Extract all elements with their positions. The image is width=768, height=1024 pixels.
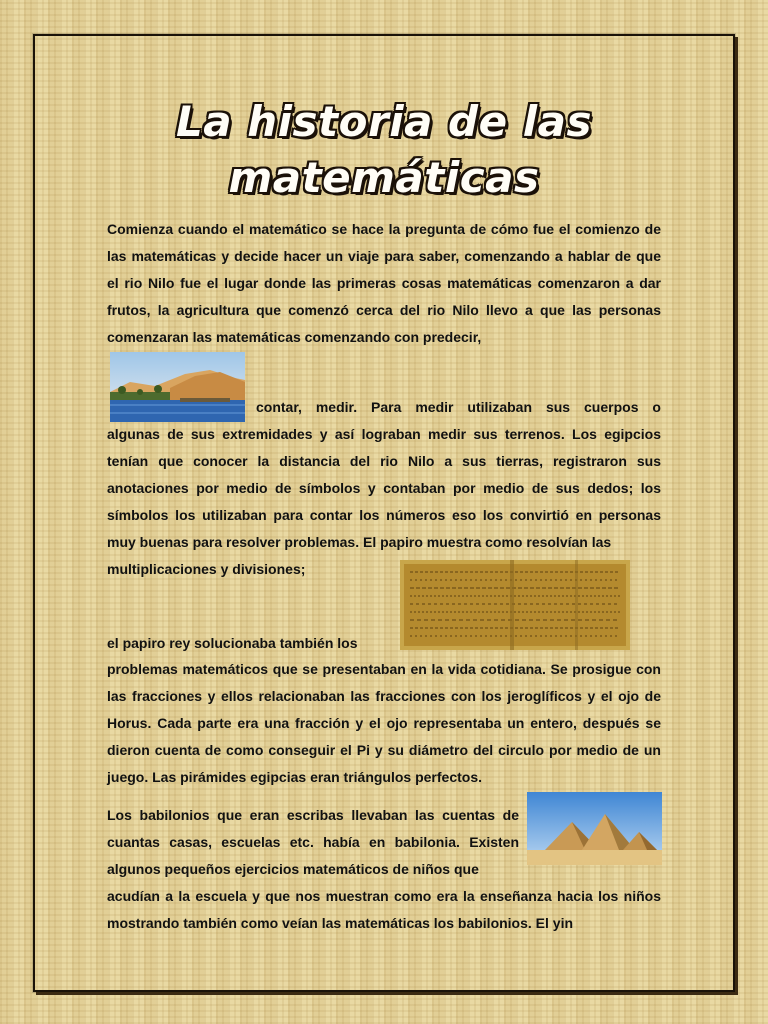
paragraph-measure-first-line: contar, medir. Para medir utilizaban sus cuerpos o xyxy=(256,399,661,415)
page-title-line-1: La historia de las xyxy=(176,97,592,146)
paragraph-babylon-continued: acudían a la escuela y que nos muestran como era la enseñanza hacia los niños mostrando también como veían las matemáticas los babilonios. El yin xyxy=(107,888,661,931)
paragraph-papyrus: problemas matemáticos que se presentaban en la vida cotidiana. Se prosigue con las fracciones y ellos relacionaban las fracciones con los jeroglíficos y el ojo de Horus. Cada parte era una fracción y el ojo representaba un entero, después se dieron cuenta de como conseguir el Pi y su diámetro del circulo por medio de un juego. Las pirámides egipcias eran triángulos perfectos. xyxy=(107,661,661,785)
paragraph-babylon: Los babilonios que eran escribas llevaban las cuentas de cuantas casas, escuelas etc. había en babilonia. Existen algunos pequeños ejercicios matemáticos de niños que xyxy=(107,807,519,877)
paragraph-papyrus-first-line: el papiro rey solucionaba también los xyxy=(107,635,358,651)
page-title-line-2: matemáticas xyxy=(228,153,540,202)
paragraph-measure: algunas de sus extremidades y así lograban medir sus terrenos. Los egipcios tenían que conocer la distancia del rio Nilo a sus tierras, registraron sus anotaciones por medio de símbolos y contaban por medio de sus dedos; los símbolos los utilizaban para contar los números eso los convirtió en personas muy buenas para resolver problemas. El papiro muestra como resolvían las xyxy=(107,426,661,550)
paragraph-intro: Comienza cuando el matemático se hace la pregunta de cómo fue el comienzo de las matemáticas y decide hacer un viaje para saber, comenzando a hablar de que el rio Nilo fue el lugar donde las primeras cosas matemáticas comenzaron a dar frutos, la agricultura que comenzó cerca del rio Nilo llevo a que las personas comenzaran las matemáticas comenzando con predecir, xyxy=(107,221,661,345)
paragraph-measure-last-line: multiplicaciones y divisiones; xyxy=(107,561,306,577)
nile-river-image xyxy=(110,352,245,422)
pyramids-image xyxy=(527,792,662,865)
papyrus-image xyxy=(400,560,630,650)
